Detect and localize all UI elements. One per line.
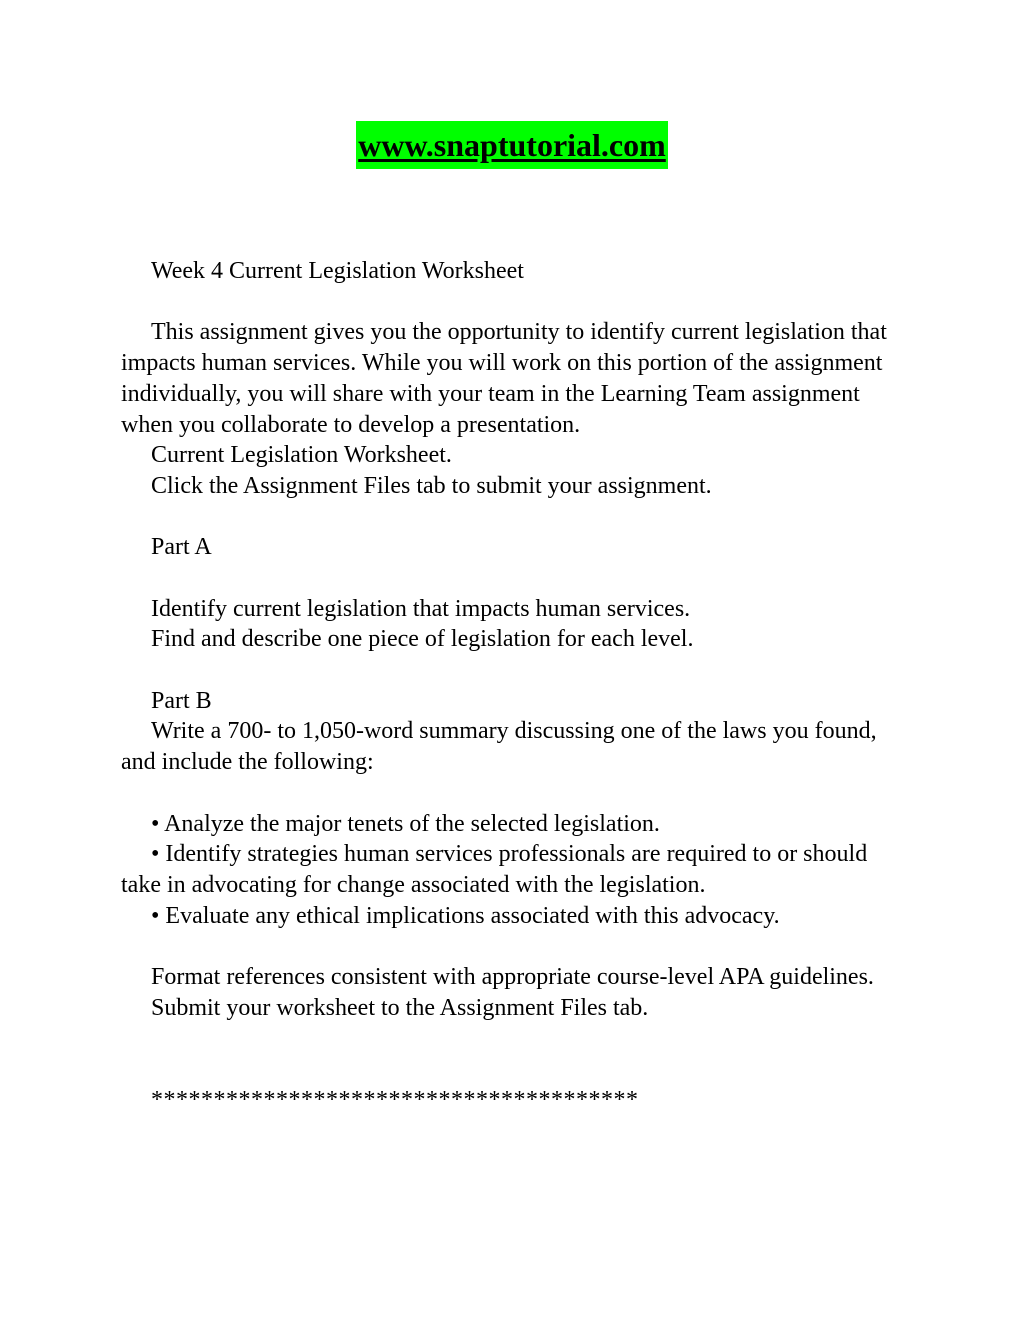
part-b-instruction: Write a 700- to 1,050-word summary discussing one of the laws you found, and include the following: bbox=[121, 718, 877, 776]
part-a-heading: Part A bbox=[151, 534, 212, 561]
format-instruction: Format references consistent with appropriate course-level APA guidelines. bbox=[151, 964, 874, 991]
spacer bbox=[121, 563, 911, 594]
spacer bbox=[121, 778, 911, 809]
separator-line: *************************************** bbox=[151, 1086, 639, 1113]
site-link-container bbox=[0, 121, 1024, 169]
spacer bbox=[121, 931, 911, 962]
spacer bbox=[121, 1054, 911, 1085]
submit-instruction: Click the Assignment Files tab to submit your assignment. bbox=[151, 472, 712, 499]
intro-paragraph: This assignment gives you the opportunity to identify current legislation that impacts human services. While you will work on this portion of the assignment individually, you will share with your team in the Learning Team assignment when you collaborate to develop a presentation. bbox=[121, 319, 887, 438]
part-a-line: Find and describe one piece of legislation for each level. bbox=[151, 626, 694, 653]
document-title: Week 4 Current Legislation Worksheet bbox=[151, 258, 524, 284]
spacer bbox=[121, 1023, 911, 1054]
bullet-item: • Analyze the major tenets of the selected legislation. bbox=[151, 810, 660, 837]
part-b-heading: Part B bbox=[151, 687, 212, 714]
final-submit-instruction: Submit your worksheet to the Assignment Files tab. bbox=[151, 994, 649, 1021]
spacer bbox=[121, 287, 911, 318]
document-body bbox=[121, 256, 911, 1116]
bullet-item: • Identify strategies human services professionals are required to or should take in advocating for change associated with the legislation. bbox=[121, 841, 868, 898]
part-a-line: Identify current legislation that impacts human services. bbox=[151, 595, 691, 622]
spacer bbox=[121, 502, 911, 533]
worksheet-line: Current Legislation Worksheet. bbox=[151, 442, 452, 469]
bullet-item: • Evaluate any ethical implications associated with this advocacy. bbox=[151, 902, 780, 929]
spacer bbox=[121, 655, 911, 686]
site-link[interactable]: www.snaptutorial.com bbox=[356, 121, 668, 169]
